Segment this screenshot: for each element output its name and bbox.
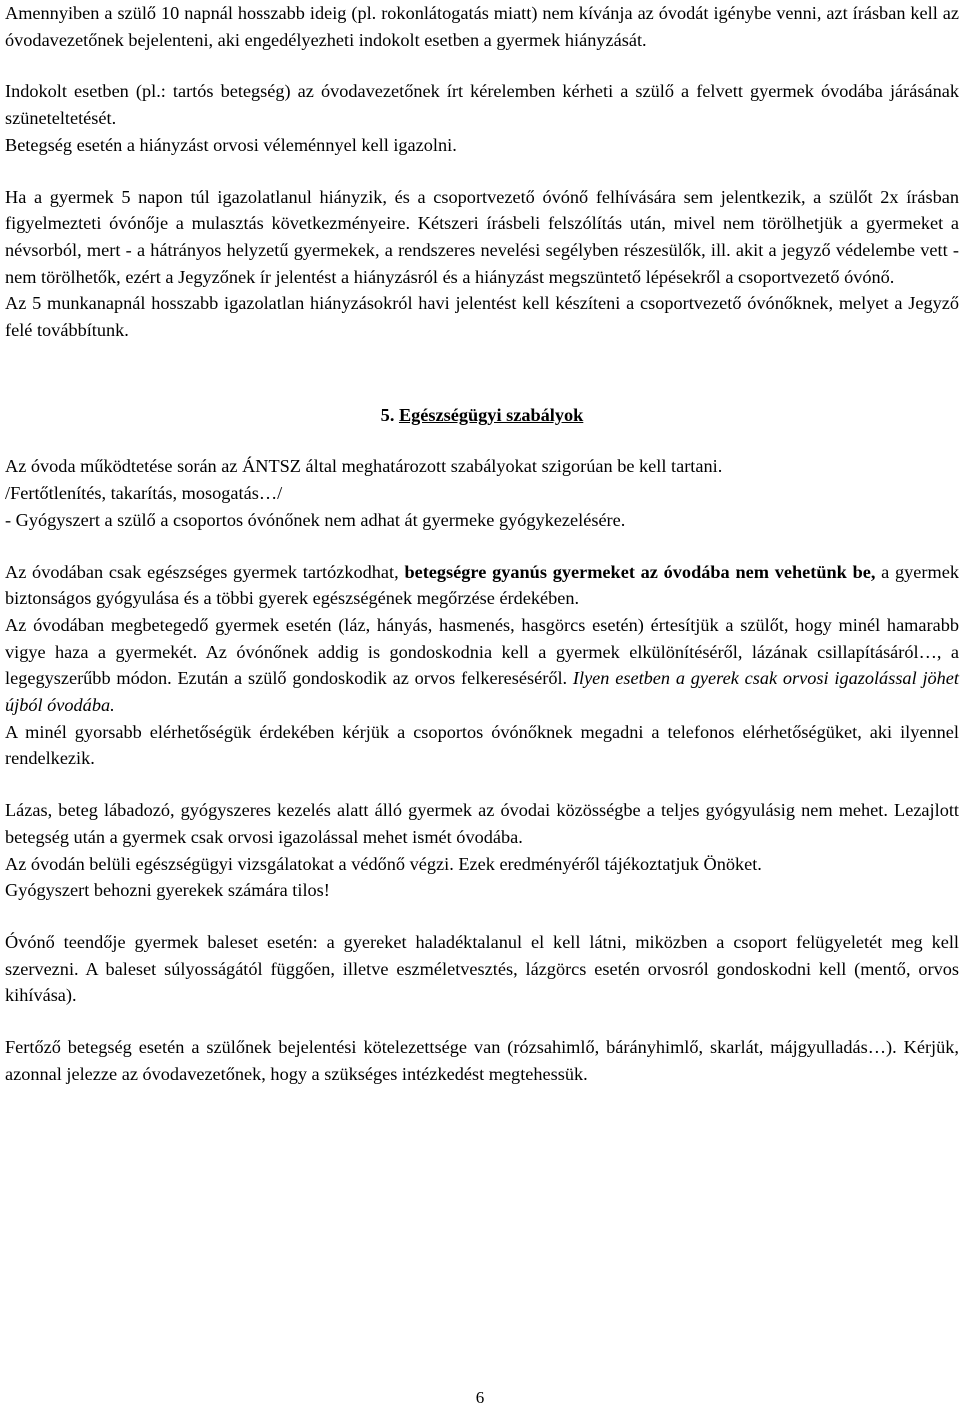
paragraph-illness-certificate: Betegség esetén a hiányzást orvosi véleménnyel kell igazolni. xyxy=(5,134,457,155)
paragraph-absence-notice: Amennyiben a szülő 10 napnál hosszabb ideig (pl. rokonlátogatás miatt) nem kívánja az óvodát igénybe venni, azt írásban kell az óvodavezetőnek bejelenteni, aki engedélyezheti indokolt esetben a gyermek hiányzását. xyxy=(5,3,959,50)
paragraph-healthy-children xyxy=(5,559,959,612)
section-number: 5. xyxy=(380,404,399,425)
italic-text-run: Ilyen esetben a gyerek csak orvosi igazolással jöhet újból óvodába. xyxy=(5,668,959,716)
section-heading xyxy=(5,402,959,429)
paragraph-infectious-disease: Fertőző betegség esetén a szülőnek bejelentési kötelezettsége van (rózsahimlő, bárányhimlő, skarlát, májgyulladás…). Kérjük, azonnal jelezze az óvodavezetőnek, hogy a szükséges intézkedést megtehessük. xyxy=(5,1037,959,1084)
paragraph-medicine-forbidden: Gyógyszert behozni gyerekek számára tilos! xyxy=(5,880,330,901)
paragraph-accident: Óvónő teendője gyermek baleset esetén: a gyereket haladéktalanul el kell látni, miközben a csoport felügyeletét meg kell szervezni. A baleset súlyosságától függően, illetve eszméletvesztés, lázgörcs esetén orvosról gondoskodni kell (mentő, orvos kihívása). xyxy=(5,931,959,1006)
paragraph-antsz-rules: Az óvoda működtetése során az ÁNTSZ által meghatározott szabályokat szigorúan be kell tartani. xyxy=(5,456,723,477)
section-title: Egészségügyi szabályok xyxy=(398,404,584,425)
page-number: 6 xyxy=(475,1388,485,1407)
paragraph-sick-child xyxy=(5,612,959,719)
paragraph-justified-absence: Indokolt esetben (pl.: tartós betegség) az óvodavezetőnek írt kérelemben kérheti a szülő a felvett gyermek óvodába járásának szüneteltetését. xyxy=(5,81,959,129)
paragraph-health-checks: Az óvodán belüli egészségügyi vizsgálatokat a védőnő végzi. Ezek eredményéről tájékoztatjuk Önöket. xyxy=(5,853,762,874)
document-page xyxy=(5,0,959,1088)
paragraph-phone-contact: A minél gyorsabb elérhetőségük érdekében kérjük a csoportos óvónőknek megadni a telefonos elérhetőségüket, aki ilyennel rendelkezik. xyxy=(5,721,959,769)
text-run: Az óvodában csak egészséges gyermek tartózkodhat, xyxy=(5,561,405,582)
text-run: Az óvodában megbetegedő gyermek esetén (láz, hányás, hasmenés, hasgörcs esetén) értesítjük a szülőt, hogy minél hamarabb vigye haza a gyermekét. Az óvónőnek addig is gondoskodnia kell a gyermek elkülönítéséről, lázának csillapításáról…, a legegyszerűbb módon. Ezután a szülő gondoskodik az orvos felkereséséről. xyxy=(5,614,959,689)
paragraph-medicine-rule: - Gyógyszert a szülő a csoportos óvónőnek nem adhat át gyermeke gyógykezelésére. xyxy=(5,509,626,530)
paragraph-disinfection: /Fertőtlenítés, takarítás, mosogatás…/ xyxy=(5,483,283,504)
paragraph-unexcused-absence: Ha a gyermek 5 napon túl igazolatlanul hiányzik, és a csoportvezető óvónő felhívására sem jelentkezik, a szülőt 2x írásban figyelmezteti óvónője a mulasztás következményeire. Kétszeri írásbeli felszólítás után, mivel nem törölhetjük a gyermeket a névsorból, mert - a hátrányos helyzetű gyermekek, a rendszeres nevelési segélyben részesülők, ill. akit a jegyző védelembe vett - nem törölhetők, ezért a Jegyzőnek ír jelentést a hiányzásról és a hiányzást megszüntető lépésekről a csoportvezető óvónő. xyxy=(5,186,959,287)
paragraph-monthly-report: Az 5 munkanapnál hosszabb igazolatlan hiányzásokról havi jelentést kell készíteni a csoportvezető óvónőknek, melyet a Jegyző felé továbbítunk. xyxy=(5,293,959,341)
paragraph-recovery: Lázas, beteg lábadozó, gyógyszeres kezelés alatt álló gyermek az óvodai közösségbe a teljes gyógyulásig nem mehet. Lezajlott betegség után a gyermek csak orvosi igazolással mehet ismét óvodába. xyxy=(5,800,959,847)
bold-text-run: betegségre gyanús gyermeket az óvodába nem vehetünk be, xyxy=(404,561,876,582)
text-run: a gyermek biztonságos gyógyulása és a többi gyerek egészségének megőrzése érdekében. xyxy=(5,561,959,609)
